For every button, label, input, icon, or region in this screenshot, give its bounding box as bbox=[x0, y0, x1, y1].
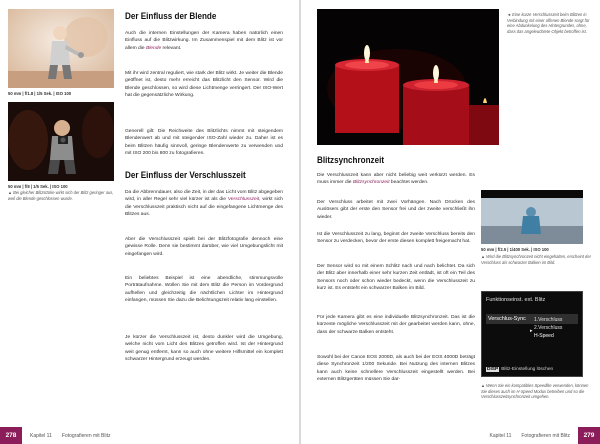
black-bar-caption: ▲ Wird die Blitzsynchronzeit nicht eingehalten, erscheint der Verschluss als schwarzer Balken im Bild. bbox=[481, 254, 591, 265]
camera-menu-screen bbox=[481, 291, 583, 377]
right-page bbox=[301, 0, 600, 444]
candles-caption: ◄ Eine kurze Verschlusszeit beim Blitzen in Verbindung mit einer offenen Blende sorgt für eine Abdunkelung des Hintergrundes, ohne, dass das angeleuchtete Objekt betroffen ist. bbox=[507, 12, 590, 34]
page-number-right: 279 bbox=[578, 427, 600, 444]
left-page bbox=[0, 0, 299, 444]
photo1-meta: 50 mm | f/1.8 | 1/5 Sek. | ISO 100 bbox=[8, 91, 72, 96]
para-blende-intro: Auch die internen Einstellungen der Kamera haben natürlich einen Einfluss auf die Blitzwirkung. Im Zusammenspiel mit dem Blitz ist vor allem die Blende relevant. bbox=[125, 31, 283, 51]
para-blende-rule: Generell gilt: Die Reichweite des Blitzlichts nimmt mit steigendem Blendenwert ab und mit steigender ISO-Zahl wieder zu. Daher ist es beim Blitzen häufig sinnvoll, geringe Blendenwerte zu verwenden und mit ISO 200 bis 800 zu fotografieren. bbox=[125, 129, 283, 156]
para-zu-lang: Ist die Verschlusszeit zu lang, beginnt der zweite Verschluss bereits den Sensor zu verdecken, bevor der erste diesen komplett freigemacht hat. bbox=[317, 232, 475, 245]
right-chapter-line: Kapitel 11 Fotografieren mit Blitz bbox=[489, 433, 570, 439]
lcd-row-label: Verschlus-Sync bbox=[488, 316, 526, 322]
arrow-right-icon: ▸ bbox=[530, 328, 533, 334]
triangle-up-icon: ▲ bbox=[481, 254, 485, 259]
figurine-photo-bright bbox=[8, 9, 114, 88]
left-footer bbox=[0, 427, 299, 444]
lcd-option-1: 1.Verschluss bbox=[534, 317, 563, 323]
triangle-left-icon: ◄ bbox=[507, 12, 511, 17]
left-chapter-line: Kapitel 11 Fotografieren mit Blitz bbox=[30, 433, 111, 439]
para-vorhaenge: Der Verschluss arbeitet mit zwei Vorhängen. Nach Drücken des Auslösers gibt der erste den Sensor frei und der zweite verschließt ihn wieder. bbox=[317, 200, 475, 220]
lcd-footer: DISP Blitz-Einstellung löschen bbox=[487, 367, 554, 372]
para-synchronzeit-intro: Die Verschlusszeit kann aber nicht beliebig weit verkürzt werden. Es muss immer die Blitzsynchronzeit beachtet werden. bbox=[317, 173, 475, 186]
para-umgebungslicht: Aber die Verschlusszeit spielt bei der Blitzfotografie dennoch eine gewisse Rolle. Denn sie bestimmt darüber, wie viel Umgebungslicht mit eingefangen wird. bbox=[125, 237, 283, 257]
right-footer bbox=[301, 427, 600, 444]
heading-verschlusszeit: Der Einfluss der Verschlusszeit bbox=[125, 170, 246, 180]
heading-blende: Der Einfluss der Blende bbox=[125, 11, 217, 21]
heading-blitzsynchronzeit: Blitzsynchronzeit bbox=[317, 155, 385, 165]
lcd-option-2: 2.Verschluss bbox=[534, 325, 563, 331]
para-dunkle-umgebung: Je kürzer die Verschlusszeit ist, desto dunkler wird die Umgebung, welche nicht vom Licht des Blitzes getroffen wird. Ist der Hintergrund weit genug entfernt, kann so auch ohne weitere Hilfsmittel ein komplett schwarzer Hintergrund erzeugt werden. bbox=[125, 335, 283, 362]
para-blende-effect: Mit ihr wird zentral reguliert, wie stark der Blitz wirkt. Je weiter die Blende geöffnet ist, desto mehr erreicht das Blitzlicht den Sensor. Wird die Blende geschlossen, so wird diese Lichtmenge verringert. Der ISO-Wert hat die gegensätzliche Wirkung. bbox=[125, 71, 283, 98]
page-number-left: 278 bbox=[0, 427, 22, 444]
black-bar-photo-meta: 50 mm | f/2.5 | 1/400 Sek. | ISO 100 bbox=[481, 247, 549, 252]
candles-photo bbox=[317, 9, 499, 145]
para-individuell: Für jede Kamera gibt es eine individuelle Blitzsynchronzeit. Das ist die kürzeste mögliche Verschlusszeit mit der gearbeitet werden kann, ohne, dass der schwarze Balken entsteht. bbox=[317, 315, 475, 335]
lcd-caption: ▲ Wenn Sie ein kompatibles Speedlite verwenden, können Sie dieses auch im H-Speed Modus betreiben und so die Verschlusszeitsynchronzeit umgehen. bbox=[481, 383, 589, 400]
para-portraet-beispiel: Ein beliebtes Beispiel ist eine abendliche, stimmungsvolle Porträtaufnahme. Wollen Sie mit dem Blitz die Person im Vordergrund aufhellen und gleichzeitig die nächtlichen Lichter im Hintergrund einfangen, müssen Sie dazu die Belichtungszeit relativ lang einstellen. bbox=[125, 276, 283, 303]
para-canon: Sowohl bei der Canon EOS 2000D, als auch bei der EOS 4000D beträgt diese Synchronzeit 1/200 Sekunde. Bei Nutzung des internen Blitzes kann auch keine schnellere Verschlusszeit eingestellt werden. Bei externen Blitzgeräten müssen Sie dar- bbox=[317, 355, 475, 382]
figurine-photo-dark bbox=[8, 102, 114, 181]
para-schlitz: Der Sensor wird so mit einem Schlitz nach und nach belichtet. Da sich der Blitz aber innerhalb einer sehr kurzen Zeit entlädt, ist oft ein Teil des Sensors noch oder schon wieder bedeckt, wenn die Verschlusszeit zu kurz ist. Es entsteht ein schwarzer Balken im Bild. bbox=[317, 264, 475, 291]
triangle-up-icon: ▲ bbox=[481, 383, 485, 388]
para-abbrenndauer: Da die Abbrenndauer, also die Zeit, in der das Licht vom Blitz abgegeben wird, in aller Regel sehr viel kürzer ist als die Verschlusszeit, wirkt sich die Verschlusszeit praktisch nicht auf die eingefangene Lichtmenge des Blitzes aus. bbox=[125, 190, 283, 217]
photo2-meta: 50 mm | f/8 | 1/5 Sek. | ISO 100 bbox=[8, 184, 68, 189]
lcd-option-3: H-Speed bbox=[534, 333, 554, 339]
triangle-up-icon: ▲ bbox=[8, 190, 12, 195]
photo2-caption: ▲ Bei gleicher Blitzstärke wirkt sich der Blitz geringer aus, weil die Blende geschlossen wurde. bbox=[8, 190, 114, 201]
lcd-title: Funktionseinst. ext. Blitz bbox=[486, 297, 546, 303]
black-bar-photo bbox=[481, 190, 583, 244]
